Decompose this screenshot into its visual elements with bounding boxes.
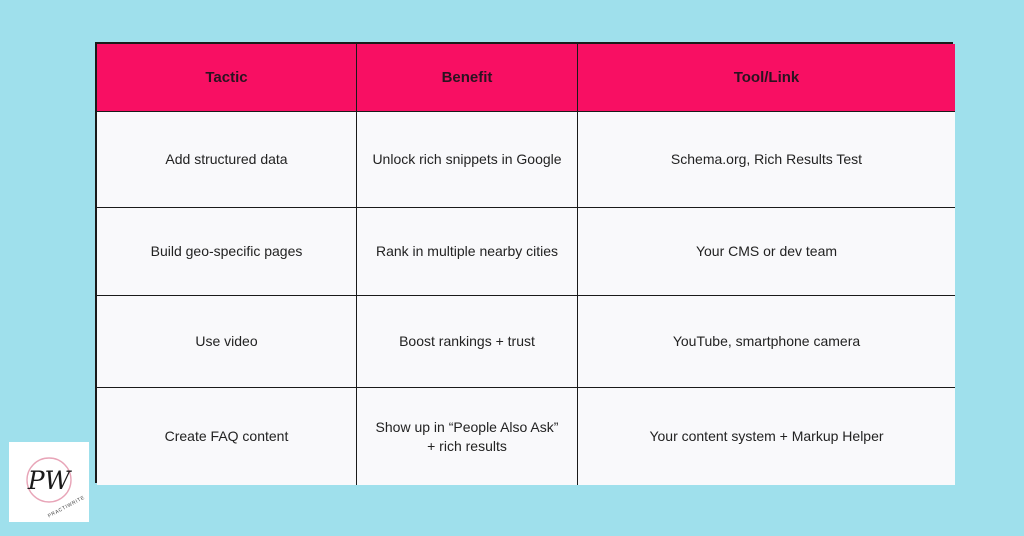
table-cell: Build geo-specific pages	[97, 208, 357, 296]
table-cell: Add structured data	[97, 112, 357, 208]
logo-initials: PW	[27, 466, 71, 495]
table-cell: Boost rankings + trust	[357, 296, 578, 388]
table-cell: YouTube, smartphone camera	[578, 296, 955, 388]
table-cell: Schema.org, Rich Results Test	[578, 112, 955, 208]
comparison-table	[95, 42, 953, 483]
header-tactic: Tactic	[97, 44, 357, 112]
table-cell: Unlock rich snippets in Google	[357, 112, 578, 208]
logo-tagline: PRACTIWRITE	[47, 494, 87, 520]
table-cell: Your content system + Markup Helper	[578, 388, 955, 485]
table-cell: Rank in multiple nearby cities	[357, 208, 578, 296]
header-benefit: Benefit	[357, 44, 578, 112]
table-cell: Your CMS or dev team	[578, 208, 955, 296]
table-cell: Show up in “People Also Ask” + rich results	[357, 388, 578, 485]
table-cell: Create FAQ content	[97, 388, 357, 485]
logo-mark	[9, 442, 89, 522]
header-tool-link: Tool/Link	[578, 44, 955, 112]
table-cell: Use video	[97, 296, 357, 388]
practiwrite-logo	[9, 442, 89, 522]
